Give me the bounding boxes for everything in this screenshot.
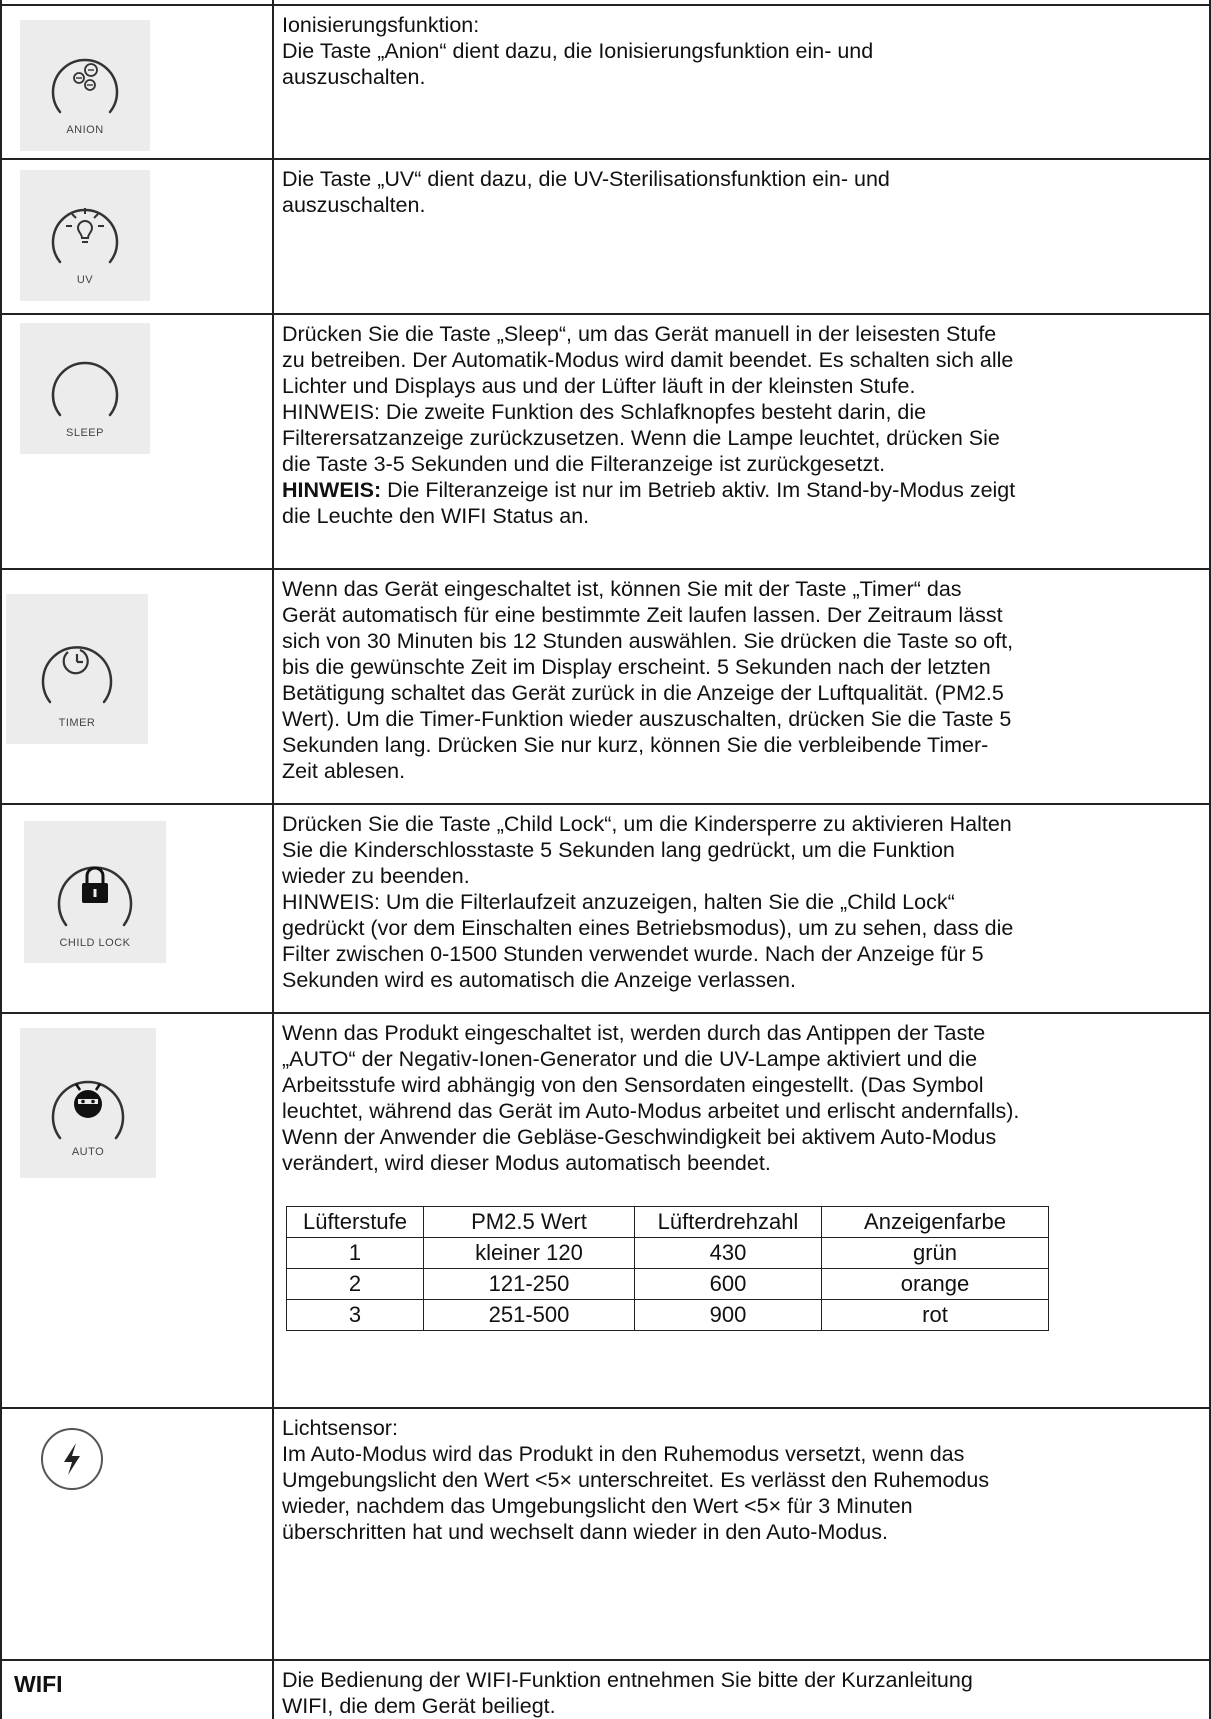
text-line: Die Taste „UV“ dient dazu, die UV-Sterilisationsfunktion ein- und [282,167,890,191]
timer-button-label: TIMER [58,717,96,729]
row-timer [0,570,1211,803]
auto-button[interactable] [20,1028,156,1178]
column-header: Lüfterstufe [287,1207,424,1238]
icon-cell [2,1661,270,1719]
note-text: Die Filteranzeige ist nur im Betrieb aktiv. Im Stand-by-Modus zeigt [381,478,1016,502]
table-cell: 430 [635,1238,822,1269]
text-line: „AUTO“ der Negativ-Ionen-Generator und die UV-Lampe aktiviert und die [282,1047,978,1071]
text-line: Wenn das Gerät eingeschaltet ist, können Sie mit der Taste „Timer“ das [282,577,962,601]
text-line: Wert). Um die Timer-Funktion wieder auszuschalten, drücken Sie die Taste 5 [282,707,1012,731]
table-cell: 2 [287,1269,424,1300]
text-line: WIFI, die dem Gerät beiliegt. [282,1694,556,1718]
table-cell: kleiner 120 [424,1238,635,1269]
text-line: sich von 30 Minuten bis 12 Stunden auswählen. Sie drücken die Taste so oft, [282,629,1014,653]
text-line: Lichtsensor: [282,1416,398,1440]
text-line: die Leuchte den WIFI Status an. [282,504,590,528]
row-light-sensor [0,1409,1211,1659]
text-line [282,477,1202,503]
text-line: wieder, nachdem das Umgebungslicht den Wert <5× für 3 Minuten [282,1494,913,1518]
anion-description [282,12,1202,90]
child-lock-button[interactable] [24,821,166,963]
wifi-label: WIFI [14,1671,63,1697]
text-line: Filterersatzanzeige zurückzusetzen. Wenn die Lampe leuchtet, drücken Sie [282,426,1000,450]
column-header: Anzeigenfarbe [822,1207,1049,1238]
table-cell: 1 [287,1238,424,1269]
text-line: Die Bedienung der WIFI-Funktion entnehmen Sie bitte der Kurzanleitung [282,1668,973,1692]
text-line: auszuschalten. [282,193,426,217]
lightning-icon [30,1417,114,1501]
uv-description [282,166,1202,218]
table-cell: 3 [287,1300,424,1331]
text-line: Sie die Kinderschlosstaste 5 Sekunden lang gedrückt, um die Funktion [282,838,955,862]
text-line: HINWEIS: Um die Filterlaufzeit anzuzeigen, halten Sie die „Child Lock“ [282,890,955,914]
text-line: Lichter und Displays aus und der Lüfter läuft in der kleinsten Stufe. [282,374,916,398]
text-line: Umgebungslicht den Wert <5× unterschreitet. Es verlässt den Ruhemodus [282,1468,990,1492]
icon-cell [2,1014,270,1407]
wifi-description [282,1667,1202,1719]
table-cell: 121-250 [424,1269,635,1300]
text-line: zu betreiben. Der Automatik-Modus wird damit beendet. Es schalten sich alle [282,348,1014,372]
sleep-description [282,321,1202,529]
text-line: überschritten hat und wechselt dann wieder in den Auto-Modus. [282,1520,888,1544]
text-line: Sekunden wird es automatisch die Anzeige verlassen. [282,968,796,992]
table-header-row [287,1207,1049,1238]
text-line: Sekunden lang. Drücken Sie nur kurz, können Sie die verbleibende Timer- [282,733,989,757]
text-line: Wenn der Anwender die Gebläse-Geschwindigkeit bei aktivem Auto-Modus [282,1125,997,1149]
auto-description [282,1020,1202,1331]
child-lock-button-label: CHILD LOCK [59,937,131,949]
text-line: Gerät automatisch für eine bestimmte Zeit laufen lassen. Der Zeitraum lässt [282,603,1003,627]
table-cell: grün [822,1238,1049,1269]
fan-speed-table [286,1206,1049,1331]
anion-button[interactable] [20,20,150,151]
timer-description [282,576,1202,784]
table-row [287,1238,1049,1269]
text-line: Ionisierungsfunktion: [282,13,480,37]
light-sensor-description [282,1415,1202,1545]
table-cell: 900 [635,1300,822,1331]
text-line: Filter zwischen 0-1500 Stunden verwendet wurde. Nach der Anzeige für 5 [282,942,984,966]
table-row [287,1300,1049,1331]
text-line: Wenn das Produkt eingeschaltet ist, werden durch das Antippen der Taste [282,1021,986,1045]
anion-button-label: ANION [66,124,104,136]
timer-button[interactable] [6,594,148,744]
row-wifi [0,1661,1211,1719]
icon-cell [2,570,270,803]
text-line: Die Taste „Anion“ dient dazu, die Ionisierungsfunktion ein- und [282,39,874,63]
text-line: bis die gewünschte Zeit im Display erscheint. 5 Sekunden nach der letzten [282,655,991,679]
column-header: Lüfterdrehzahl [635,1207,822,1238]
row-sleep [0,315,1211,568]
text-line: gedrückt (vor dem Einschalten eines Betriebsmodus), um zu sehen, dass die [282,916,1014,940]
row-uv [0,160,1211,313]
row-auto [0,1014,1211,1407]
table-cell: 600 [635,1269,822,1300]
icon-cell [2,160,270,313]
text-line: Im Auto-Modus wird das Produkt in den Ruhemodus versetzt, wenn das [282,1442,965,1466]
icon-cell [2,315,270,568]
row-anion [0,6,1211,158]
table-cell: rot [822,1300,1049,1331]
table-cell: orange [822,1269,1049,1300]
spacer [282,1176,1202,1202]
text-line: Drücken Sie die Taste „Child Lock“, um die Kindersperre zu aktivieren Halten [282,812,1012,836]
row-child-lock [0,805,1211,1012]
auto-button-label: AUTO [71,1146,105,1158]
icon-cell [2,6,270,158]
text-line: Drücken Sie die Taste „Sleep“, um das Gerät manuell in der leisesten Stufe [282,322,997,346]
text-line: auszuschalten. [282,65,426,89]
text-line: leuchtet, während das Gerät im Auto-Modus arbeitet und erlischt andernfalls). [282,1099,1020,1123]
sleep-button[interactable] [20,323,150,454]
text-line: Betätigung schaltet das Gerät zurück in die Anzeige der Luftqualität. (PM2.5 [282,681,1004,705]
child-lock-description [282,811,1202,993]
text-line: Zeit ablesen. [282,759,406,783]
text-line: die Taste 3-5 Sekunden und die Filteranzeige ist zurückgesetzt. [282,452,886,476]
column-header: PM2.5 Wert [424,1207,635,1238]
text-line: verändert, wird dieser Modus automatisch beendet. [282,1151,771,1175]
table-cell: 251-500 [424,1300,635,1331]
text-line: wieder zu beenden. [282,864,470,888]
note-label: HINWEIS: [282,478,382,502]
uv-button-label: UV [76,274,94,286]
icon-cell [2,805,270,1012]
table-row [287,1269,1049,1300]
text-line: HINWEIS: Die zweite Funktion des Schlafknopfes besteht darin, die [282,400,927,424]
text-line: Arbeitsstufe wird abhängig von den Sensordaten eingestellt. (Das Symbol [282,1073,984,1097]
uv-button[interactable] [20,170,150,301]
icon-cell [2,1409,270,1659]
sleep-button-label: SLEEP [66,427,104,439]
